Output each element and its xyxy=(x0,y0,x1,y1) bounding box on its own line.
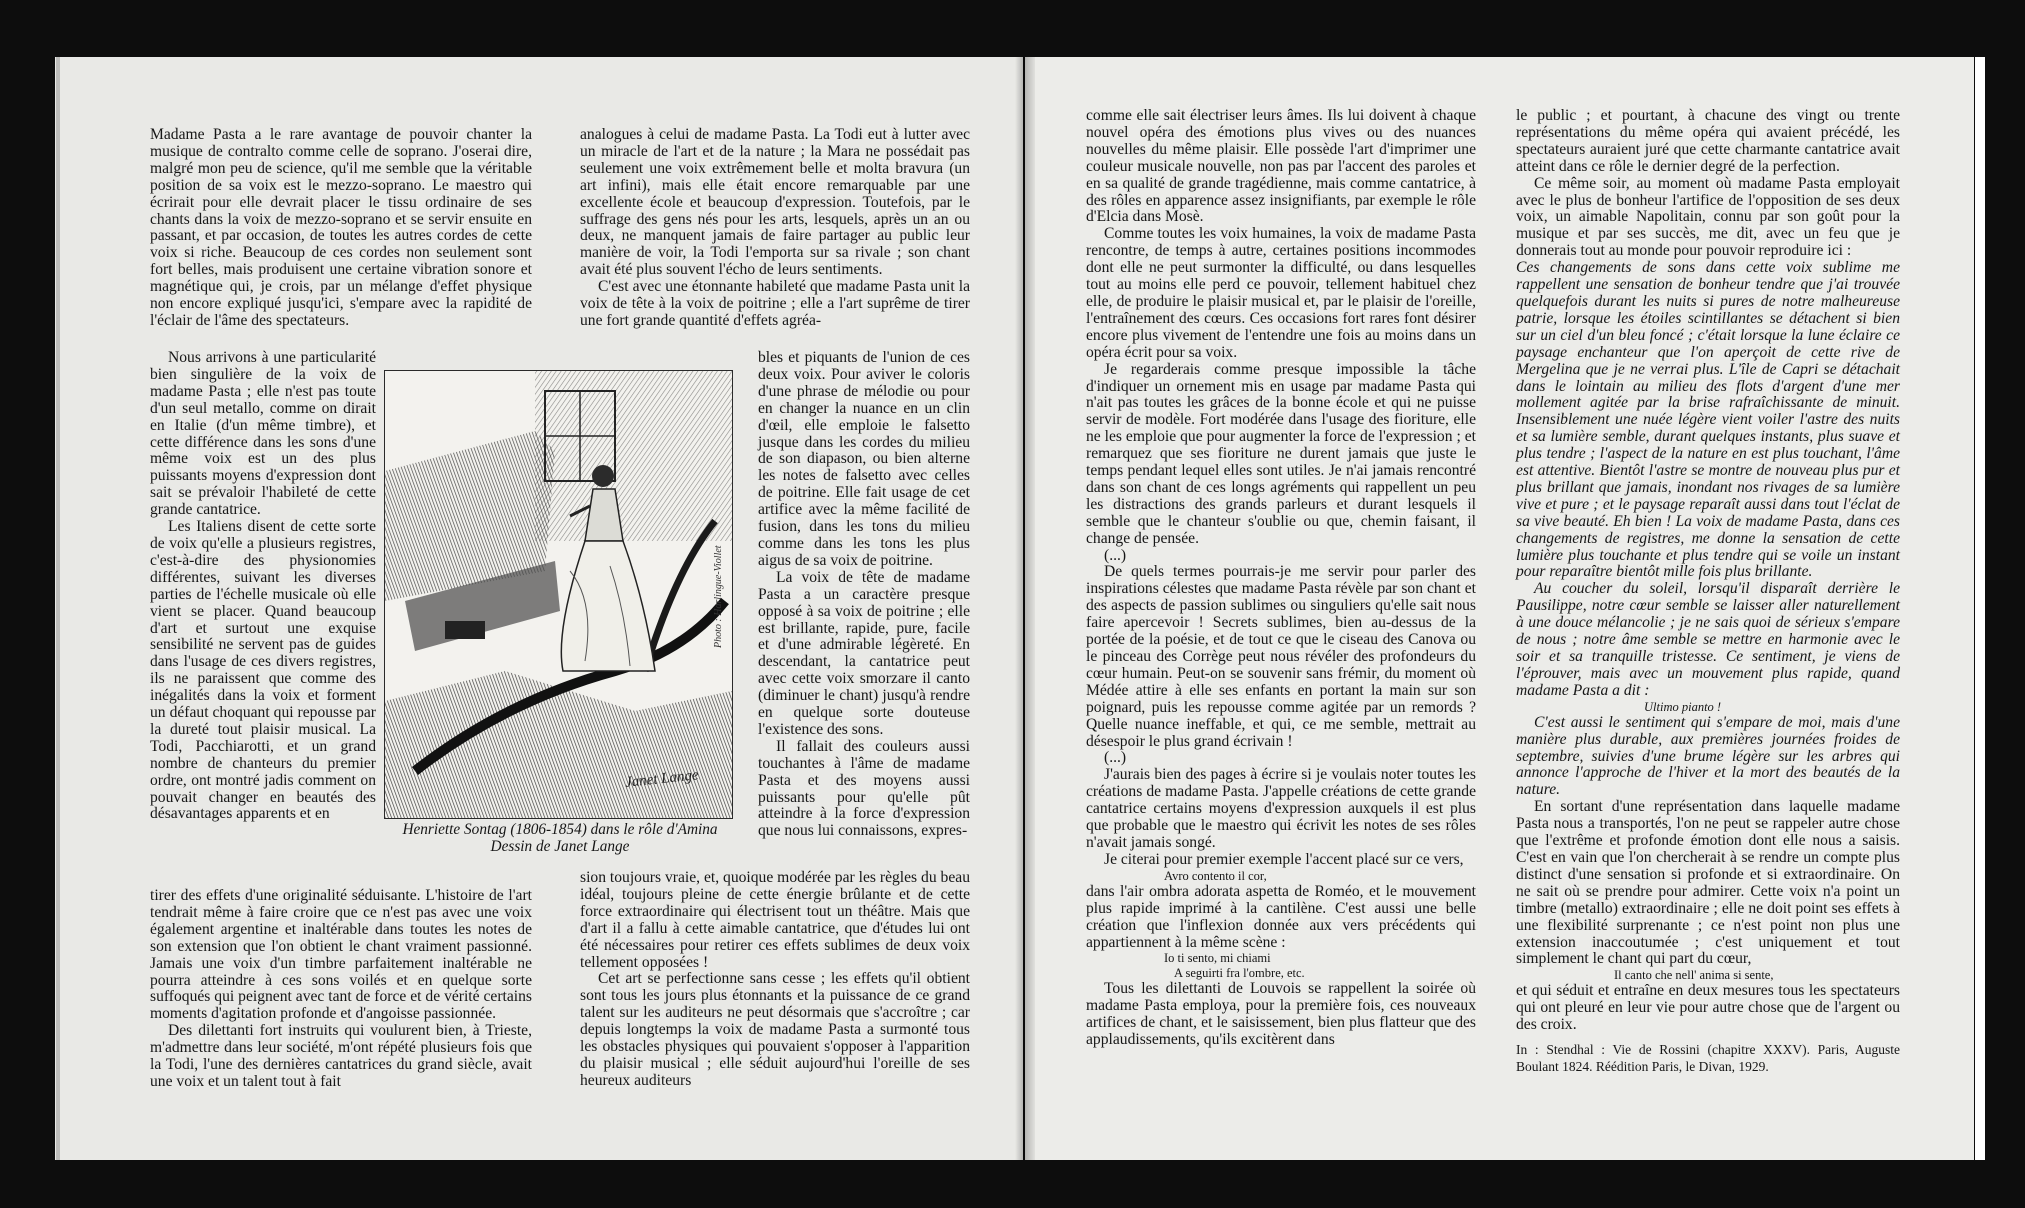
paragraph: analogues à celui de madame Pasta. La Todi eut à lutter avec un miracle de l'art et de la nature ; la Mara ne possédait pas seulement une voix extrêmement belle et molta bravura (un art infini), mais elle était encore remarquable par une excellente école et beaucoup d'expression. Toutefois, par le suffrage des gens nés pour les arts, lesquels, après un an ou deux, ne manquent jamais de faire partager au public leur manière de voir, la Todi l'emporta sur sa rivale ; son chant avait été plus souvent l'écho de leurs sentiments. xyxy=(580,126,970,279)
paragraph: le public ; et pourtant, à chacune des vingt ou trente représentations du même opéra qui avaient précédé, les spectateurs auraient juré que cette charmante cantatrice avait atteint dans ce rôle le dernier degré de la perfection. xyxy=(1516,107,1900,175)
engraving-drawing xyxy=(385,371,732,818)
left-col1-narrow xyxy=(150,350,376,823)
book-gutter xyxy=(1015,57,1035,1160)
paragraph: Des dilettanti fort instruits qui voulurent bien, à Trieste, m'admettre dans leur société, m'ont répété plusieurs fois que la Todi, l'une des dernières cantatrices du grand siècle, avait une voix et un talent tout à fait xyxy=(150,1022,532,1090)
paragraph: Cet art se perfectionne sans cesse ; les effets qu'il obtient sont tous les jours plus étonnants et la puissance de ce grand talent sur les auditeurs ne peut désormais que s'accroître ; car depuis longtemps la voix de madame Pasta a surmonté tous les obstacles physiques qui pouvaient s'opposer à l'apparition du plaisir musical ; elle séduit aujourd'hui l'oreille de ses heureux auditeurs xyxy=(580,970,970,1089)
left-col2-top xyxy=(580,127,970,330)
verse-quote: Il canto che nell' anima si sente, xyxy=(1614,968,1774,983)
paragraph: De quels termes pourrais-je me servir pour parler des inspirations célestes que madame Pasta révèle par son chant et des aspects de passion sublimes ou singuliers qu'elle sait nous faire apercevoir ! Secrets sublimes, bien au-dessus de la portée de la poésie, et de tout ce que le ciseau des Canova ou le pinceau des Corrège peut nous révéler des profondeurs du cœur humain. Peut-on se souvenir sans frémir, du moment où Médée attire à elle ses enfants en portant la main sur son poignard, puis les repousse comme agitée par un remords ? Quelle nuance ineffable, et qui, ce me semble, mettrait au désespoir le plus grand écrivain ! xyxy=(1086,563,1476,750)
caption-line: Dessin de Janet Lange xyxy=(490,838,630,855)
paragraph: Tous les dilettanti de Louvois se rappellent la soirée où madame Pasta employa, pour la première fois, ces nouveaux artifices de chant, et le saisissement, bien plus flatteur que des applaudissements, qu'ils excitèrent dans xyxy=(1086,980,1476,1049)
caption-line: Henriette Sontag (1806-1854) dans le rôle d'Amina xyxy=(402,821,718,838)
ellipsis: (...) xyxy=(1104,546,1127,564)
paragraph: Comme toutes les voix humaines, la voix de madame Pasta rencontre, de temps à autre, certaines positions incommodes dont elle ne peut surmonter la difficulté, ou dans lesquelles tout au moins elle perd ce pouvoir, tellement habituel chez elle, de produire le plaisir musical et, par le plaisir de l'oreille, l'entraînement des cœurs. Ces occasions fort rares font désirer encore plus vivement de l'entendre une fois au moins dans un opéra écrit pour sa voix. xyxy=(1086,225,1476,361)
paragraph: En sortant d'une représentation dans laquelle madame Pasta nous a transportés, l'on ne peut se rappeler autre chose que l'extrême et profonde émotion dont elle nous a saisis. C'est en vain que l'on chercherait à se rendre un compte plus distinct d'une sensation si profonde et si extraordinaire. On ne sait où se prendre pour admirer. Cette voix n'a point un timbre (metallo) extraordinaire ; elle ne doit point ses effets à une flexibilité surprenante ; ce n'est point non plus une extension inaccoutumée ; c'est uniquement et tout simplement le chant qui part du cœur, xyxy=(1516,798,1900,968)
paragraph: sion toujours vraie, et, quoique modérée par les règles du beau idéal, toujours pleine de cette énergie brûlante et de cette force extraordinaire qui électrisent tout un théâtre. Mais que d'art il a fallu à cette aimable cantatrice, que d'études lui ont été nécessaires pour retirer ces effets sublimes de deux voix tellement opposées ! xyxy=(580,869,970,971)
left-col1-top xyxy=(150,127,532,330)
paragraph: Je regarderais comme presque impossible la tâche d'indiquer un ornement mis en usage par madame Pasta qui n'ait pas toutes les grâces de la bonne école et qui ne puisse servir de modèle. Fort modérée dans l'usage des fioriture, elle ne les emploie que pour augmenter la force de l'expression ; et remarquez que ses fioriture ne durent jamais que juste le temps pendant lequel elles sont utiles. Je n'ai jamais rencontré dans son chant de ces longs agréments qui rappellent un peu les distractions des grands parleurs et durant lesquels il semble que le chanteur s'oublie ou que, chemin faisant, il change de pensée. xyxy=(1086,360,1476,547)
right-col2 xyxy=(1516,108,1900,1076)
italic-passage: Ces changements de sons dans cette voix sublime me rappellent une sensation de bonheur tendre que j'ai trouvée quelquefois durant les nuits si pures de notre malheureuse patrie, lorsque les étoiles scintillantes se détachent si bien sur un ciel d'un bleu foncé ; c'était lorsque la lune éclaire ce paysage enchanteur que l'on aperçoit de cette rive de Mergelina que je ne verrai plus. L'île de Capri se détachait dans le lointain au milieu des flots d'argent d'une mer mollement agitée par la brise rafraîchissante de minuit. Insensiblement une nuée légère vient voiler l'astre des nuits et sa lumière semble, durant quelques instants, plus suave et plus tendre ; l'aspect de la nature en est plus touchant, l'âme est attentive. Bientôt l'astre se montre de nouveau plus pur et plus brillant que jamais, inondant nos rivages de sa lumière vive et pure ; et le paysage reparaît aussi dans tout l'éclat de sa vive beauté. Eh bien ! La voix de madame Pasta, dans ces changements de registres, me donne la sensation de cette lumière plus touchante et plus tendre qui se voile un instant pour reparaître bientôt mille fois plus brillante. xyxy=(1516,259,1900,581)
artist-signature: Janet Lange xyxy=(624,767,700,791)
italic-passage: Au coucher du soleil, lorsqu'il disparaît derrière le Pausilippe, notre cœur semble se laisser aller naturellement à une douce mélancolie ; je ne sais quoi de sérieux s'empare de nous ; notre âme semble se mettre en harmonie avec le soir et sa tranquille tristesse. Ce sentiment, je viens de l'éprouver, mais avec un mouvement plus rapide, quand madame Pasta a dit : xyxy=(1516,580,1900,699)
paragraph: Ce même soir, au moment où madame Pasta employait avec le plus de bonheur l'artifice de l'opposition de ses deux voix, un aimable Napolitain, connu par son goût pour la musique et par ses succès, me dit, avec un feu que je donnerais tout au monde pour pouvoir reproduire ici : xyxy=(1516,174,1900,260)
verse-quote: Avro contento il cor, xyxy=(1164,868,1267,883)
verse-quote: Ultimo pianto ! xyxy=(1644,699,1722,714)
paragraph: Il fallait des couleurs aussi touchantes à l'âme de madame Pasta et des moyens aussi puissants pour qu'elle pût atteindre à la force d'expression que nous lui connaissons, expres- xyxy=(758,737,970,840)
paragraph: C'est avec une étonnante habileté que madame Pasta unit la voix de tête à la voix de poitrine ; elle a l'art suprême de tirer une fort grande quantité d'effets agréa- xyxy=(580,278,970,329)
verse-quote: Io ti sento, mi chiami xyxy=(1164,951,1271,966)
verse-quote: A seguirti fra l'ombre, etc. xyxy=(1174,966,1305,981)
left-col2-bottom xyxy=(580,870,970,1090)
italic-passage: C'est aussi le sentiment qui s'empare de moi, mais d'une manière plus durable, aux premières journées froides de septembre, suivies d'une brume légère sur les arbres qui annonce l'approche de l'hiver et la mort des beautés de la nature. xyxy=(1516,713,1900,799)
paragraph: comme elle sait électriser leurs âmes. Ils lui doivent à chaque nouvel opéra des émotions plus vives ou des nuances nouvelles du même plaisir. Elle possède l'art d'imprimer une couleur musicale nouvelle, non pas par l'accent des paroles et en sa qualité de grande tragédienne, mais comme cantatrice, à des rôles en apparence assez insignifiants, par exemple le rôle d'Elcia dans Mosè. xyxy=(1086,107,1476,226)
paragraph: tirer des effets d'une originalité séduisante. L'histoire de l'art tendrait même à faire croire que ce n'est pas avec une voix également argentine et inaltérable dans toutes les notes de son extension que l'on obtient le chant vraiment passionné. Jamais une voix d'un timbre parfaitement inaltérable ne pourra atteindre à ces sons voilés et en quelque sorte suffoqués qui peignent avec tant de force et de vérité certains moments d'agitation profonde et d'angoisse passionnée. xyxy=(150,887,532,1023)
paragraph: J'aurais bien des pages à écrire si je voulais noter toutes les créations de madame Pasta. J'appelle créations de cette grande cantatrice certains moyens d'expression auxquels il est plus que probable que le maestro qui écrivit les notes de ses rôles n'avait jamais songé. xyxy=(1086,766,1476,851)
right-col1 xyxy=(1086,108,1476,1049)
paragraph: Les Italiens disent de cette sorte de voix qu'elle a plusieurs registres, c'est-à-dire des physionomies différentes, suivant les diverses parties de l'échelle musicale où elle vient se placer. Quand beaucoup d'art et surtout une exquise sensibilité ne servent pas de guides dans l'usage de ces divers registres, ils ne paraissent que comme des inégalités dans la voix et forment un défaut choquant qui repousse par la dureté tout plaisir musical. La Todi, Pacchiarotti, et un grand nombre de chanteurs du premier ordre, ont montré jadis comment on pouvait changer en beautés des désavantages apparents et en xyxy=(150,518,376,823)
left-col1-bottom xyxy=(150,888,532,1091)
paragraph: Je citerai pour premier exemple l'accent placé sur ce vers, xyxy=(1104,850,1464,868)
paragraph: dans l'air ombra adorata aspetta de Roméo, et le mouvement plus rapide imprimé à la cantilène. C'est aussi une belle création que l'inflexion donnée aux vers précédents qui appartiennent à la même scène : xyxy=(1086,882,1476,951)
paragraph: Nous arrivons à une particularité bien singulière de la voix de madame Pasta ; elle n'est pas toute d'un seul metallo, comme on dirait en Italie (d'un même timbre), et cette différence dans les sons d'une même voix est un des plus puissants moyens d'expression dont sait se prévaloir l'habileté de cette grande cantatrice. xyxy=(150,349,376,519)
right-page-edge xyxy=(1975,57,1985,1160)
source-citation: In : Stendhal : Vie de Rossini (chapitre XXXV). Paris, Auguste Boulant 1824. Réédition Paris, le Divan, 1929. xyxy=(1516,1042,1900,1074)
paragraph: et qui séduit et entraîne en deux mesures tous les spectateurs qui ont pleuré en leur vie pour autre chose que de l'argent ou des croix. xyxy=(1516,982,1900,1034)
paragraph: bles et piquants de l'union de ces deux voix. Pour aviver le coloris d'une phrase de mélodie ou pour en changer la nuance en un clin d'œil, elle emploie le falsetto jusque dans les cordes du milieu de son diapason, ou bien alterne les notes de falsetto avec celles de poitrine. Elle fait usage de cet artifice avec la même facilité de fusion, dans les tons du milieu comme dans les tons les plus aigus de sa voix de poitrine. xyxy=(758,349,970,569)
left-col2-narrow xyxy=(758,350,970,840)
left-page-edge xyxy=(56,57,60,1160)
figure-caption xyxy=(370,821,750,855)
paragraph: La voix de tête de madame Pasta a un caractère presque opposé à sa voix de poitrine ; elle est brillante, rapide, pure, facile et d'une admirable légèreté. En descendant, la cantatrice peut avec cette voix smorzare il canto (diminuer le chant) jusqu'à rendre en quelque sorte douteuse l'existence des sons. xyxy=(758,568,970,738)
photo-credit: Photo : Harlingue-Viollet xyxy=(713,545,724,648)
engraving-illustration xyxy=(384,370,733,819)
ellipsis: (...) xyxy=(1104,749,1127,767)
paragraph: Madame Pasta a le rare avantage de pouvoir chanter la musique de contralto comme celle de soprano. J'oserai dire, malgré mon peu de science, qu'il me semble que la véritable position de sa voix est le mezzo-soprano. Le maestro qui écrirait pour elle devrait placer le tissu ordinaire de ses chants dans la voix de mezzo-soprano et se servir ensuite en passant, et par occasion, de toutes les autres cordes de cette voix si riche. Beaucoup de ces cordes non seulement sont fort belles, mais produisent une certaine vibration sonore et magnétique qui, je crois, par un mélange d'effet physique non encore expliqué jusqu'ici, s'empare avec la rapidité de l'éclair de l'âme des spectateurs. xyxy=(150,126,532,329)
